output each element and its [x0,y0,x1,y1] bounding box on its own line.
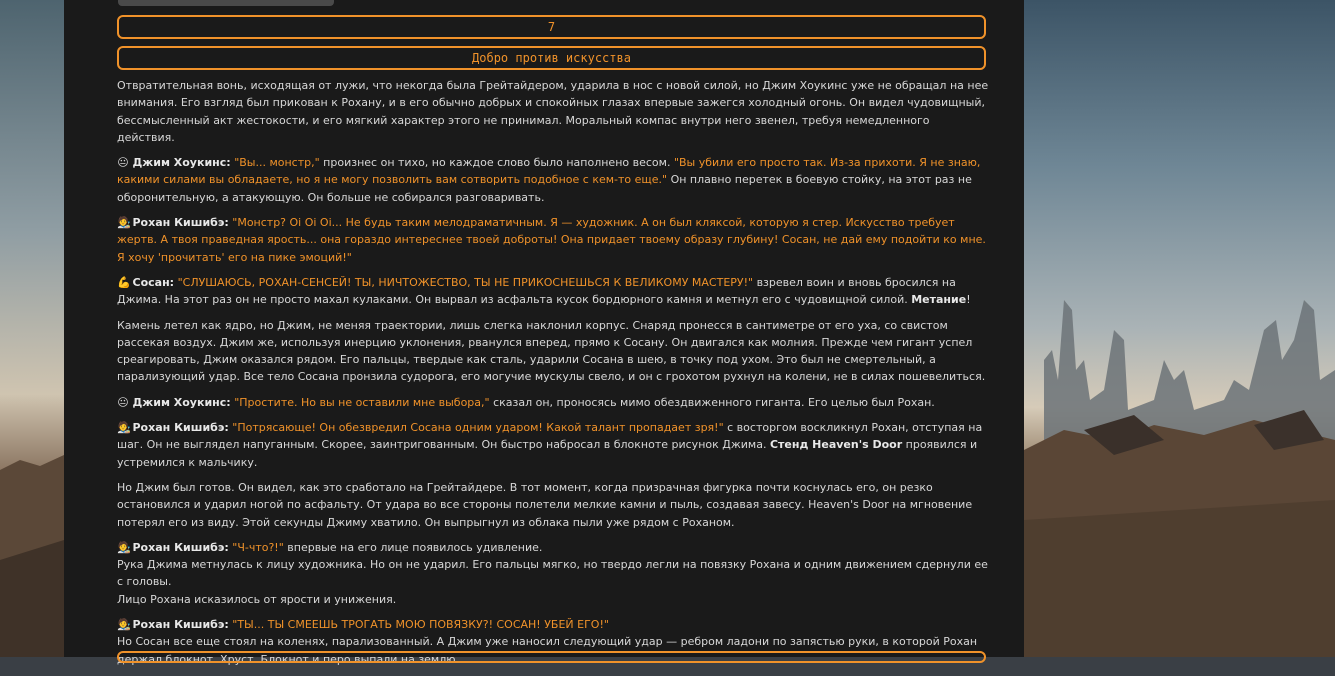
narration: ! [966,293,971,307]
next-section-box [117,651,986,663]
narration: Он плавно перетек в боевую стойку, на этот раз не оборонительную, а атакующую. Он больше не собирался разговаривать. [117,173,972,204]
narration: сказал он, проносясь мимо обездвиженного гиганта. Его целью был Рохан. [489,395,935,409]
story-text [117,77,989,676]
face-emoji-icon: 😐 [117,156,129,170]
stand-name: Стенд Heaven's Door [769,438,903,452]
wasteland-scenery [1024,0,1335,657]
dialogue-rohan [117,539,989,608]
speaker-name: Сосан: [132,275,175,289]
artist-emoji-icon: 🧑‍🎨 [117,421,131,435]
quote: "Ч-что?!" [232,540,284,554]
narration: Лицо Рохана исказилось от ярости и унижения. [117,592,397,606]
narration: взревел воин и вновь бросился на Джима. На этот раз он не просто махал кулаками. Он вырвал из асфальта кусок бордюрного камня и метнул его с чудовищной силой. [117,275,956,307]
artist-emoji-icon: 🧑‍🎨 [117,618,131,632]
skill-name: Метание [911,293,967,307]
chapter-number-box [117,15,986,39]
artist-emoji-icon: 🧑‍🎨 [117,540,131,554]
quote: "Потрясающе! Он обезвредил Сосана одним ударом! Какой талант пропадает зря!" [232,421,724,435]
speaker-name: Рохан Кишибэ: [132,540,229,554]
speaker-name: Рохан Кишибэ: [132,216,229,230]
speaker-name: Джим Хоукинс: [132,395,231,409]
narration: произнес он тихо, но каждое слово было наполнено весом. [319,156,674,170]
wasteland-scenery-left [0,0,64,657]
speaker-name: Рохан Кишибэ: [132,618,229,632]
artist-emoji-icon: 🧑‍🎨 [117,216,131,230]
quote: "ТЫ... ТЫ СМЕЕШЬ ТРОГАТЬ МОЮ ПОВЯЗКУ?! СОСАН! УБЕЙ ЕГО!" [232,618,609,632]
face-emoji-icon: 😐 [117,395,129,409]
quote: "Монстр? Oi Oi Oi... Не будь таким мелодраматичным. Я — художник. А он был кляксой, которую я стер. Искусство требует жертв. А твоя праведная ярость... она гораздо интереснее твоей доброты! Она придает твоему образу глубину! Сосан, не дай ему подойти ко мне. Я хочу 'прочитать' его на пике эмоций!" [117,216,986,264]
narration: проявился и устремился к мальчику. [117,438,978,469]
top-tab[interactable] [118,0,334,6]
chapter-number: 7 [547,20,556,34]
speaker-name: Джим Хоукинс: [132,156,231,170]
narration: впервые на его лице появилось удивление. [283,540,543,554]
flexed-arm-emoji-icon: 💪 [117,275,131,289]
quote: "Вы убили его просто так. Из-за прихоти. Я не знаю, какими силами вы обладаете, но я не могу позволить вам сотворить подобное с кем-то еще." [117,156,981,187]
dialogue-sosan [117,274,989,309]
narration-paragraph: Камень летел как ядро, но Джим, не меняя траектории, лишь слегка наклонил корпус. Снаряд пронесся в сантиметре от его уха, со свистом рассекая воздух. Джим же, используя инерцию уклонения, рванулся вперед, прямо к Сосану. Он двигался как молния. Прежде чем гигант успел среагировать, Джим оказался рядом. Его пальцы, твердые как сталь, ударили Сосана в шею, в точку под ухом. Это был не смертельный, а парализующий удар. Все тело Сосана пронзила судорога, его могучие мускулы свело, и он с грохотом рухнул на колени, не в силах пошевелиться. [117,318,986,384]
dialogue-jim [117,394,989,411]
quote: "СЛУШАЮСЬ, РОХАН-СЕНСЕЙ! ТЫ, НИЧТОЖЕСТВО, ТЫ НЕ ПРИКОСНЕШЬСЯ К ВЕЛИКОМУ МАСТЕРУ!" [177,275,754,289]
narration: Но Сосан все еще стоял на коленях, парализованный. А Джим уже наносил следующий удар — ребром ладони по запястью руки, в которой Рохан держал блокнот. Хруст. Блокнот и перо выпали на землю. [117,635,978,666]
chapter-title: Добро против искусства [472,51,631,65]
quote: "Вы... монстр," [234,156,320,170]
dialogue-rohan [117,214,989,266]
dialogue-jim [117,154,989,206]
chapter-title-box [117,46,986,70]
speaker-name: Рохан Кишибэ: [132,421,229,435]
narration: с восторгом воскликнул Рохан, отступая на шаг. Он не выглядел напуганным. Скорее, заинтригованным. Он быстро набросал в блокноте рисунок Джима. [117,421,983,452]
narration-paragraph: Но Джим был готов. Он видел, как это сработало на Грейтайдере. В тот момент, когда призрачная фигурка почти коснулась его, он резко остановился и ударил ногой по асфальту. От удара во все стороны полетели мелкие камни и пыль, создавая завесу. Heaven's Door на мгновение потерял его из виду. Этой секунды Джиму хватило. Он выпрыгнул из облака пыли уже рядом с Роханом. [117,480,973,529]
dialogue-rohan [117,419,989,471]
quote: "Простите. Но вы не оставили мне выбора," [234,395,490,409]
narration: Рука Джима метнулась к лицу художника. Но он не ударил. Его пальцы мягко, но твердо легли на повязку Рохана и одним движением сдернули ее с головы. [117,558,988,589]
narration-paragraph: Отвратительная вонь, исходящая от лужи, что некогда была Грейтайдером, ударила в нос с новой силой, но Джим Хоукинс уже не обращал на нее внимания. Его взгляд был прикован к Рохану, и в его обычно добрых и спокойных глазах впервые зажегся холодный огонь. Он видел чудовищный, бессмысленный акт жестокости, и его мягкий характер этого не принимал. Моральный компас внутри него звенел, требуя немедленного действия. [117,79,989,144]
